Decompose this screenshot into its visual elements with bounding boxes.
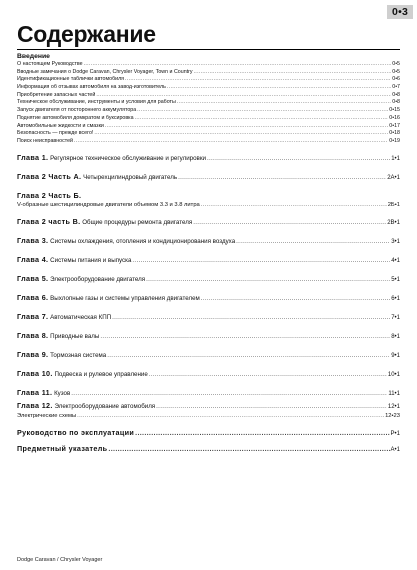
leader-dots (194, 69, 392, 77)
toc-entry-index[interactable] (17, 444, 400, 453)
chapter-label (17, 331, 99, 341)
page-number: 0•3 (387, 5, 413, 19)
toc-chapter-entry[interactable] (17, 369, 400, 380)
chapter-label (17, 255, 131, 265)
chapter-title: Системы охлаждения, отопления и кондиционирования воздуха (50, 237, 236, 245)
chapter-page: 1•1 (391, 155, 400, 162)
chapter-number: Глава 5. (17, 273, 49, 283)
chapter-number: Глава 9. (17, 349, 49, 359)
toc-entry-page: 0•17 (389, 122, 400, 129)
chapter-title: Четырехцилиндровый двигатель (83, 173, 178, 181)
chapter-label (17, 274, 145, 284)
chapter-page: 4•1 (391, 257, 400, 264)
chapter-page: 2A•1 (387, 174, 400, 181)
toc-entry-label: Запуск двигателя от постороннего аккумулятора (17, 107, 137, 114)
toc-chapter-entry[interactable] (17, 255, 400, 266)
chapter-number: Глава 8. (17, 330, 49, 340)
toc-chapter-entry[interactable] (17, 217, 400, 228)
leader-dots (107, 351, 390, 360)
chapter-title: Приводные валы (50, 332, 100, 340)
intro-heading: Введение (17, 53, 50, 60)
toc-entry[interactable] (17, 107, 400, 115)
intro-list (17, 61, 400, 146)
chapter-page: 3•1 (391, 238, 400, 245)
chapter-label (17, 191, 81, 201)
toc-chapter-entry[interactable] (17, 312, 400, 323)
leader-dots (146, 275, 390, 284)
toc-entry[interactable] (17, 69, 400, 77)
chapter-page: 10•1 (387, 371, 400, 378)
chapter-title: Выхлопные газы и системы управления двигателем (50, 294, 200, 302)
chapter-label (17, 369, 148, 379)
leader-dots (94, 130, 388, 138)
toc-entry-page: 0•5 (392, 61, 400, 67)
chapter-page: 2B•1 (387, 219, 400, 226)
toc-chapter-entry[interactable] (17, 350, 400, 361)
chapter-number: Глава 2 Часть А. (17, 171, 82, 181)
toc-chapter-entry[interactable] (17, 274, 400, 285)
chapter-title: Автоматическая КПП (50, 313, 112, 321)
chapter-page: 9•1 (391, 352, 400, 359)
toc-entry-label: Поиск неисправностей (17, 137, 73, 144)
chapter-label (17, 350, 106, 360)
leader-dots (125, 76, 391, 84)
chapter-label (17, 293, 200, 303)
chapter-label (17, 172, 177, 182)
chapter-title: Подвеска и рулевое управление (54, 370, 148, 378)
toc-entry-label: Предметный указатель (17, 443, 108, 453)
chapter-list (17, 153, 400, 412)
chapter-page: 6•1 (391, 295, 400, 302)
chapter-number: Глава 7. (17, 311, 49, 321)
toc-chapter-entry[interactable] (17, 236, 400, 247)
chapter-title: V-образные шестицилиндровые двигатели объемом 3.3 и 3.8 литра (17, 201, 200, 208)
chapter-number: Глава 3. (17, 235, 49, 245)
toc-entry-page: 0•6 (392, 76, 400, 83)
chapter-page: 12•1 (387, 403, 400, 410)
chapter-title: Системы питания и выпуска (50, 256, 132, 264)
toc-entry-label: Поднятие автомобиля домкратом и буксировка (17, 114, 134, 121)
leader-dots (135, 428, 389, 437)
toc-entry[interactable] (17, 115, 400, 123)
chapter-number: Глава 1. (17, 152, 49, 162)
leader-dots (167, 84, 391, 92)
chapter-label (17, 217, 192, 227)
toc-entry-page: 0•5 (392, 68, 400, 75)
chapter-label (17, 312, 111, 322)
chapter-number: Глава 4. (17, 254, 49, 264)
chapter-title: Электрооборудование двигателя (50, 275, 146, 283)
chapter-number: Глава 6. (17, 292, 49, 302)
chapter-title: Общие процедуры ремонта двигателя (82, 218, 193, 226)
toc-chapter-entry[interactable] (17, 201, 400, 209)
leader-dots (112, 313, 390, 322)
chapter-label (17, 236, 235, 246)
leader-dots (137, 107, 388, 115)
chapter-number: Глава 10. (17, 368, 53, 378)
chapter-number: Глава 11. (17, 387, 53, 397)
toc-chapter-entry[interactable] (17, 331, 400, 342)
chapter-page: 11•1 (388, 390, 400, 397)
toc-entry-page: A•1 (390, 446, 400, 453)
toc-entry-label: Идентификационные таблички автомобиля (17, 76, 125, 83)
chapter-title: Кузов (54, 389, 71, 397)
leader-dots (178, 173, 386, 182)
toc-chapter-entry[interactable] (17, 191, 400, 201)
footer-text: Dodge Caravan / Chrysler Voyager (17, 557, 103, 563)
leader-dots (177, 99, 391, 107)
leader-dots (201, 201, 387, 209)
toc-entry-page: 12•23 (385, 412, 400, 419)
toc-entry-label: Информация об отзывах автомобиля на завод-изготовитель (17, 84, 166, 91)
toc-chapter-entry[interactable] (17, 153, 400, 164)
chapter-page: 5•1 (391, 276, 400, 283)
toc-entry[interactable] (17, 123, 400, 131)
toc-entry-label: Приобретение запасных частей (17, 91, 96, 98)
toc-entry-label: О настоящем Руководстве (17, 61, 83, 67)
toc-entry-page: 0•8 (392, 91, 400, 98)
toc-entry-page: 0•8 (392, 99, 400, 106)
leader-dots (193, 218, 386, 227)
chapter-number: Глава 2 часть В. (17, 216, 81, 226)
toc-entry-label: Безопасность — прежде всего! (17, 130, 94, 137)
chapter-title: Регулярное техническое обслуживание и регулировки (50, 154, 206, 162)
leader-dots (207, 154, 390, 163)
toc-entry[interactable] (17, 99, 400, 107)
chapter-title: Тормозная система (50, 351, 107, 359)
leader-dots (105, 123, 388, 131)
chapter-page: 8•1 (391, 333, 400, 340)
toc-entry-page: 0•15 (389, 107, 400, 114)
toc-entry-manual[interactable] (17, 428, 400, 437)
chapter-label (17, 201, 200, 209)
leader-dots (74, 138, 388, 146)
toc-chapter-entry[interactable] (17, 388, 400, 399)
leader-dots (149, 370, 387, 379)
toc-entry-label: Автомобильные жидкости и смазки (17, 122, 104, 129)
leader-dots (156, 402, 387, 411)
page-title: Содержание (17, 21, 156, 47)
toc-entry[interactable] (17, 84, 400, 92)
title-divider (17, 49, 400, 50)
toc-entry-label: Руководство по эксплуатации (17, 427, 135, 437)
toc-entry-label: Электрические схемы (17, 412, 77, 419)
toc-entry[interactable] (17, 61, 400, 69)
toc-entry-page: 0•19 (389, 137, 400, 144)
toc-entry-wiring[interactable] (17, 412, 400, 420)
leader-dots (84, 61, 392, 69)
toc-entry-page: 0•18 (389, 130, 400, 137)
chapter-label (17, 388, 70, 398)
toc-entry-page: P•1 (390, 430, 400, 437)
chapter-page: 7•1 (391, 314, 400, 321)
toc-entry-page: 0•16 (389, 114, 400, 121)
leader-dots (132, 256, 390, 265)
leader-dots (201, 294, 390, 303)
leader-dots (236, 237, 390, 246)
toc-entry[interactable] (17, 130, 400, 138)
chapter-title: Электрооборудование автомобиля (54, 402, 156, 410)
leader-dots (135, 115, 389, 123)
toc-entry-page: 0•7 (392, 84, 400, 91)
chapter-number: Глава 12. (17, 400, 53, 410)
chapter-label (17, 153, 206, 163)
toc-entry-label: Вводные замечания о Dodge Caravan, Chrysler Voyager, Town и Country (17, 68, 193, 75)
leader-dots (96, 92, 391, 100)
toc-chapter-entry[interactable] (17, 401, 400, 412)
toc-chapter-entry[interactable] (17, 172, 400, 183)
leader-dots (100, 332, 390, 341)
toc-entry[interactable] (17, 138, 400, 146)
toc-chapter-entry[interactable] (17, 293, 400, 304)
toc-entry[interactable] (17, 76, 400, 84)
chapter-number: Глава 2 Часть Б. (17, 190, 82, 200)
leader-dots (108, 444, 389, 453)
table-of-contents (17, 52, 400, 453)
chapter-label (17, 401, 155, 411)
leader-dots (77, 412, 384, 420)
leader-dots (71, 389, 387, 398)
toc-entry-label: Техническое обслуживание, инструменты и условия для работы (17, 99, 176, 106)
chapter-page: 2Б•1 (387, 201, 400, 208)
toc-entry[interactable] (17, 92, 400, 100)
